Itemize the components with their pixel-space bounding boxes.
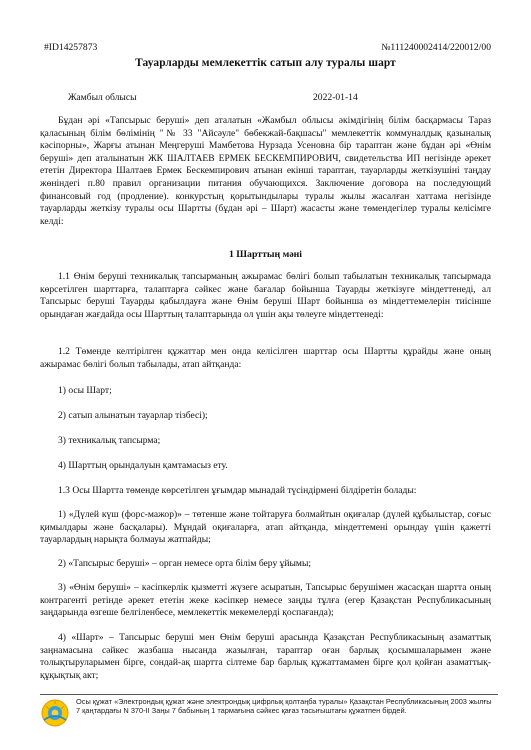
list-item [40,385,491,398]
list-item-text: 1) осы Шарт; [58,385,112,396]
clause-text: 1.1 Өнім беруші техникалық тапсырманың ажырамас бөлігі болып табылатын техникалық тапсырмада көрсетілген шарттарға, талаптарға сәйкес және бағалар бойынша Тауарды жеткізуге міндеттенеді, ал Тапсырыс беруші Тауарды қабылдауға және Өнім беруші Шарт бойынша өз міндеттемелерін тиісінше орындаған жағдайда осы Шарттың талаптарында ол үшін ақы төлеуге міндеттенеді: [40,271,491,320]
list-item [40,460,491,473]
intro-paragraph [40,115,491,228]
region-label: Жамбыл облысы [68,92,137,103]
definition-text: 1) «Дүлей күш (форс-мажор)» – төтенше және тойтаруға болмайтын оқиғалар (дүлей құбылыстар, соғыс қимылдары және басқалары). Мұндай оқиғаларға, атап айтқанда, міндеттемені орындау үшін қажетті тауарлардың нарықта болмауы жатпайды; [40,509,491,546]
intro-text: Бұдан әрі «Тапсырыс беруші» деп аталатын «Жамбыл облысы әкімдігінің білім басқармасы Тараз қаласының білім бөлімінің "№ 33 "Айсәуле" бөбекжай-бақшасы" мемлекеттік коммуналдық қазыналық кәсіпорны», Жарғы атынан Меңгеруші Мамбетова Нурзада Усеновна бір тараптан және бұдан әрі «Өнім беруші» деп аталынатын ЖК ШАЛТАЕВ ЕРМЕК БЕСКЕМПИРОВИЧ, свидетельства ИП негізінде әрекет ететін Директора Шалтаев Ермек Бескемпирович атынан екінші тараптан, тауарларды жеткізушіні таңдау жөніндегі п.80 правил организации питания обучающихся. Заключение договора на последующий финансовый год (продление). конкурстың қорытындылары туралы жылы жасалған хаттама негізінде тауарларды жеткізу туралы осы Шартты (бұдан әрі – Шарт) жасасты және төмендегілер туралы келісімге келді: [40,115,491,227]
section-heading: 1 Шарттың мәні [228,249,303,260]
list-item [40,410,491,423]
list-item-text: 4) Шарттың орындалуын қамтамасыз ету. [58,460,228,471]
definition-item [40,632,491,682]
document-id: #ID14257873 [44,42,98,53]
definition-text: 3) «Өнім беруші» – кәсіпкерлік қызметті жүзеге асыратын, Тапсырыс берушімен жасасқан шартта оның контрагенті ретінде әрекет ететін жеке кәсіпкер немесе заңды тұлға (егер Қазақстан Республикасының заңдарында өзгеше белгіленбесе, мемлекеттік мекемелерді қоспағанда); [40,582,491,619]
footer [40,694,500,738]
definition-text: 2) «Тапсырыс беруші» – орган немесе орта білім беру ұйымы; [58,558,312,569]
list-item [40,435,491,448]
document-title: Тауарларды мемлекеттік сатып алу туралы шарт [135,57,396,69]
clause-text: 1.2 Төменде келтірілген құжаттар мен онда келісілген шарттар осы Шартты құрайды және оның ажырамас бөлігі болып табылады, атап айтқанда: [40,346,491,370]
definition-item [40,582,491,620]
clause-text: 1.3 Осы Шартта төменде көрсетілген ұғымдар мынадай түсіндірмені білдіретін болады: [58,485,417,496]
document-date: 2022-01-14 [313,92,358,103]
definition-item [40,509,491,547]
clause-1-1 [40,271,491,321]
definition-text: 4) «Шарт» – Тапсырыс беруші мен Өнім беруші арасында Қазақстан Республикасының азаматтық заңнамасына сәйкес жазбаша нысанда жазылған, тараптар оған барлық қосымшаларымен және толықтыруларымен бірге, сондай-ақ шартта сілтеме бар барлық құжаттамамен бірге қол қойған азаматтық-құқықтық акт; [40,632,491,681]
list-item-text: 3) техникалық тапсырма; [58,435,161,446]
document-number: №111240002414/220012/00 [381,42,491,53]
kz-emblem-icon [40,698,70,728]
clause-1-3 [40,485,491,498]
definition-item [40,558,491,571]
footer-notice: Осы құжат «Электрондық құжат және электрондық цифрлық қолтаңба туралы» Қазақстан Республикасының 2003 жылғы 7 қаңтардағы N 370-II Заңы 7 бабының 1 тармағына сәйкес қағаз тасығыштағы құжатпен бірдей. [76,697,492,716]
list-item-text: 2) сатып алынатын тауарлар тізбесі); [58,410,208,421]
footer-divider [40,694,498,695]
clause-1-2 [40,346,491,371]
